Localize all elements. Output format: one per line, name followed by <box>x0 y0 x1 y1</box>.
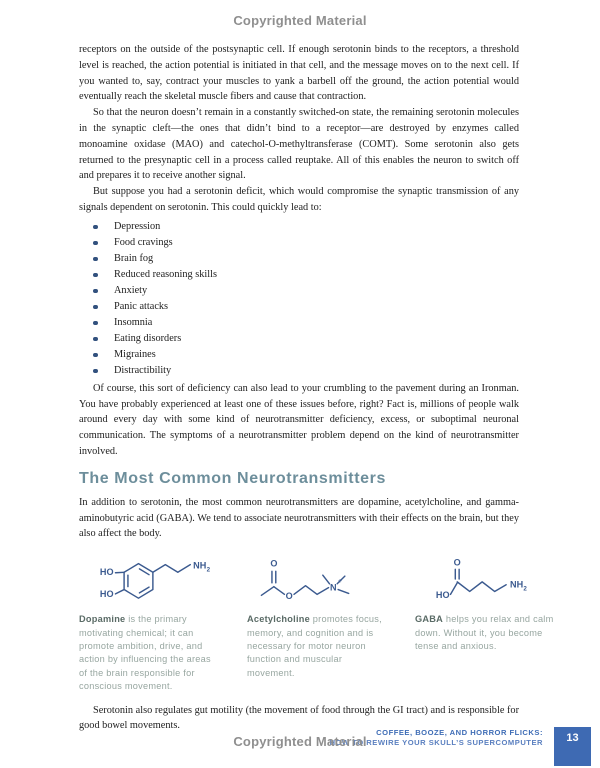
symptom-list-item <box>79 235 519 251</box>
bullet-dot-icon <box>93 225 98 230</box>
copyright-watermark-top: Copyrighted Material <box>233 13 367 28</box>
symptom-list-item <box>79 219 519 235</box>
gaba-ho-label: HO <box>435 590 450 601</box>
bullet-dot-icon <box>93 321 98 326</box>
column-dopamine <box>79 550 221 693</box>
acetylcholine-ester-o-label: O <box>285 591 293 602</box>
book-title-line1: COFFEE, BOOZE, AND HORROR FLICKS: <box>376 728 543 737</box>
symptom-label: Migraines <box>114 348 156 360</box>
gaba-name: GABA <box>415 614 444 625</box>
dopamine-amine-label: NH <box>193 560 207 571</box>
dopamine-description: is the primary motivating chemical; it can promote ambition, drive, and action by influencing the areas of the brain responsible for conscious movement. <box>79 614 211 692</box>
bullet-dot-icon <box>93 369 98 374</box>
acetylcholine-caption <box>247 613 389 680</box>
acetylcholine-charge-label: + <box>338 577 342 585</box>
dopamine-caption <box>79 613 221 693</box>
acetylcholine-structure-diagram <box>247 550 389 608</box>
bullet-dot-icon <box>93 257 98 262</box>
bullet-dot-icon <box>93 337 98 342</box>
section-heading: The Most Common Neurotransmitters <box>79 469 386 487</box>
gaba-caption <box>415 613 557 653</box>
symptom-label: Panic attacks <box>114 300 169 312</box>
page-number-box <box>554 727 591 766</box>
paragraph-switched-on: So that the neuron doesn’t remain in a constantly switched-on state, the remaining serotonin molecules in the synaptic cleft—the ones that didn’t bind to a receptor—are destroyed by enzymes called monoamine oxidase (MAO) and catechol-O-methyltransferase (COMT). Some serotonin also gets returned to the presynaptic cell in a process called reuptake. All of this enables the neuron to switch off and prepares it to receive another signal. <box>79 107 519 182</box>
copyright-watermark-bottom: Copyrighted Material <box>233 734 367 749</box>
dopamine-oh-top-label: HO <box>99 567 114 578</box>
paragraph-deficiency: Of course, this sort of deficiency can also lead to your crumbling to the pavement during an Ironman. You have probably experienced at least one of these issues before, right? Fact is, millions of people walk around every day with some kind of neurotransmitter deficiency, excess, or suboptimal neuronal communication. The symptoms of a neurotransmitter problem depend on the kind of neurotransmitter involved. <box>79 382 519 457</box>
column-acetylcholine <box>247 550 389 693</box>
dopamine-oh-bottom-label: HO <box>99 589 114 600</box>
gaba-structure-diagram <box>415 550 557 608</box>
gaba-description: helps you relax and calm down. Without it, you become tense and anxious. <box>415 614 554 651</box>
bullet-dot-icon <box>93 241 98 246</box>
paragraph-common-neurotransmitters: In addition to serotonin, the most common neurotransmitters are dopamine, acetylcholine, and gamma-aminobutyric acid (GABA). We tend to associate neurotransmitters with their effects on the brain, but they also affect the body. <box>79 496 519 540</box>
acetylcholine-name: Acetylcholine <box>247 614 310 625</box>
book-title-line2: HOW TO REWIRE YOUR SKULL’S SUPERCOMPUTER <box>329 738 543 747</box>
symptom-list-item <box>79 331 519 347</box>
dopamine-name: Dopamine <box>79 614 126 625</box>
column-gaba <box>415 550 557 693</box>
bullet-dot-icon <box>93 305 98 310</box>
neurotransmitter-columns <box>79 550 557 693</box>
bullet-dot-icon <box>93 273 98 278</box>
paragraph-gut-motility: Serotonin also regulates gut motility (the movement of food through the GI tract) and is responsible for good bowel movements. <box>79 704 519 732</box>
bullet-dot-icon <box>93 353 98 358</box>
bullet-dot-icon <box>93 289 98 294</box>
symptom-label: Food cravings <box>114 236 173 248</box>
symptom-label: Depression <box>114 220 161 232</box>
page-number: 13 <box>566 732 579 744</box>
symptom-list-item <box>79 315 519 331</box>
symptom-label: Insomnia <box>114 316 153 328</box>
symptom-label: Reduced reasoning skills <box>114 268 217 280</box>
paragraph-continuation: receptors on the outside of the postsynaptic cell. If enough serotonin binds to the receptors, a threshold level is reached, the action potential is initiated in that cell, and the message moves on to the next cell. If you wanted to, say, contract your muscles to yank a barbell off the ground, the action potential would eventually reach the skeletal muscle fibers and cause that contraction. <box>79 44 519 103</box>
symptom-label: Brain fog <box>114 252 154 264</box>
gaba-amine-subscript: 2 <box>523 585 527 593</box>
symptom-label: Distractibility <box>114 364 172 376</box>
gaba-amine-label: NH <box>509 579 524 590</box>
symptom-list <box>79 219 519 379</box>
acetylcholine-carbonyl-o-label: O <box>270 558 278 569</box>
page-body <box>79 42 554 734</box>
acetylcholine-description: promotes focus, memory, and cognition and is necessary for motor neuron function and muscular movement. <box>247 614 382 678</box>
symptom-list-item <box>79 283 519 299</box>
dopamine-structure-diagram <box>79 550 221 608</box>
symptom-list-item <box>79 251 519 267</box>
symptom-label: Anxiety <box>114 284 148 296</box>
symptom-list-item <box>79 347 519 363</box>
symptom-label: Eating disorders <box>114 332 182 344</box>
gaba-carbonyl-o-label: O <box>453 557 461 568</box>
acetylcholine-nitrogen-label: N <box>330 582 337 593</box>
symptom-list-item <box>79 363 519 379</box>
symptom-list-item <box>79 299 519 315</box>
paragraph-serotonin-deficit: But suppose you had a serotonin deficit, which would compromise the synaptic transmission of any signals dependent on serotonin. This could quickly lead to: <box>79 186 519 213</box>
symptom-list-item <box>79 267 519 283</box>
dopamine-amine-subscript: 2 <box>206 566 211 574</box>
